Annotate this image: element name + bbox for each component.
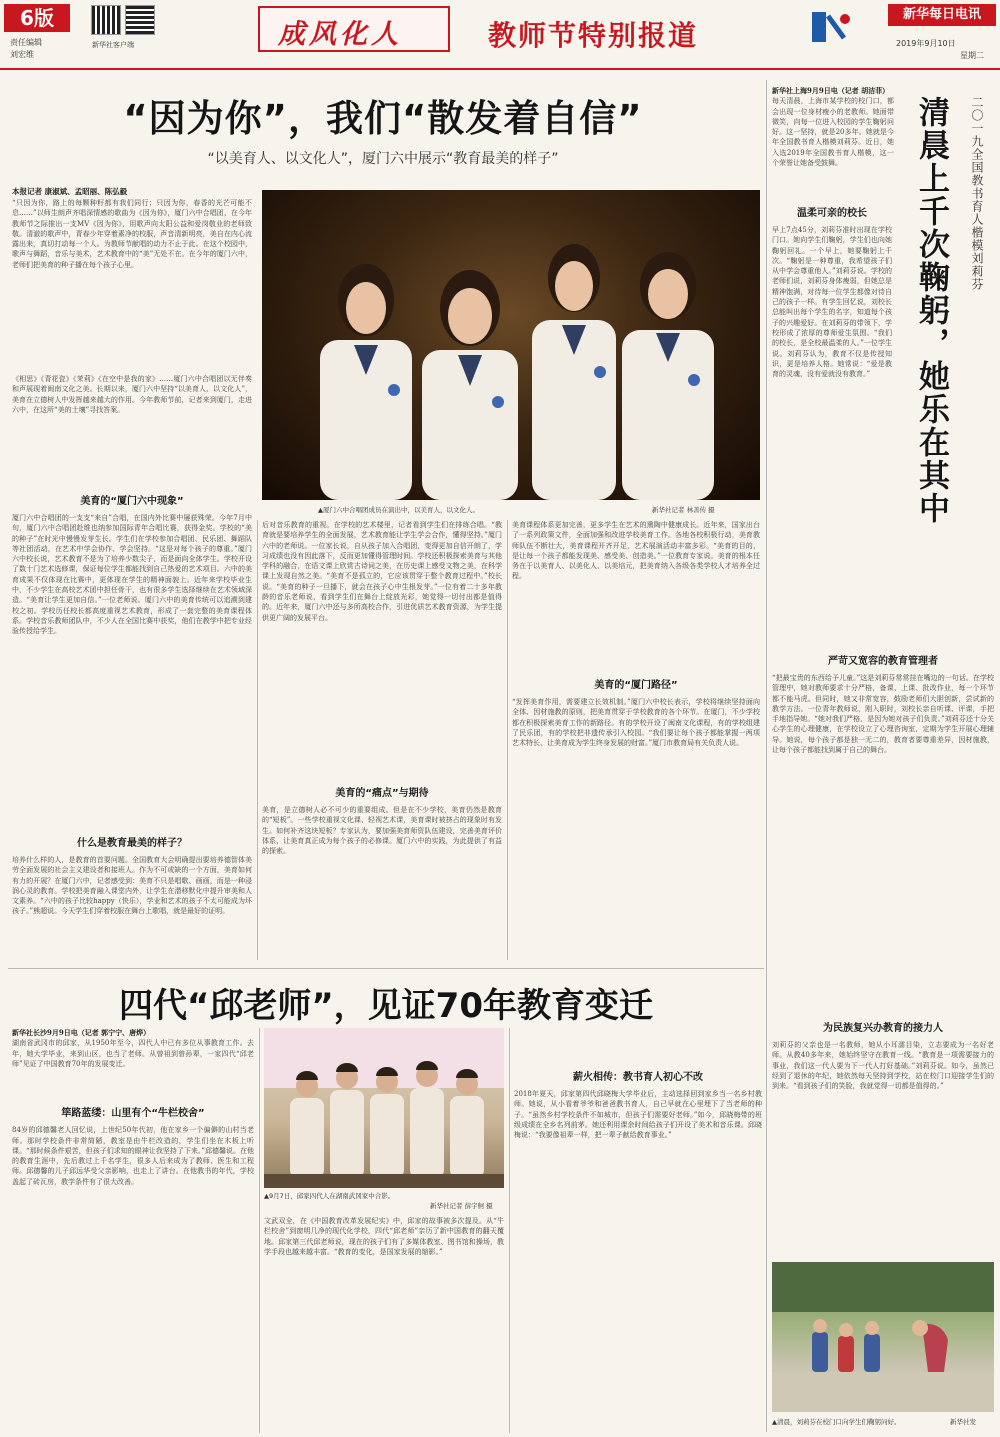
editor-label: 责任编辑 (10, 38, 42, 47)
article1-section3-body: 美育，是立德树人必不可少的重要组成。但是在不少学校，美育仍然是教育的“短板”。一些学校重视文化课、轻视艺术课，美育课时被挤占的现象时有发生。如何补齐这块短板？专家认为，要加强美育师资队伍建设，完善美育评价体系，让美育真正成为每个孩子的必修课。厦门六中的实践，为此提供了有益的探索。 (262, 806, 502, 856)
section-divider (8, 968, 764, 969)
article3-photo (772, 1262, 994, 1412)
article2-byline: 新华社长沙9月9日电（记者 郭宁宁、唐烨） (12, 1028, 151, 1037)
article2-photo-credit: 新华社记者 薛宇舸 摄 (430, 1202, 493, 1210)
column-rule (509, 1028, 510, 1433)
family-portrait-image (264, 1028, 504, 1188)
paper-name-box: 新华每日电讯 (888, 4, 996, 26)
article1-photo (262, 190, 760, 500)
article2-intro: 湖南省武冈市的邱家，从1950年至今，四代人中已有多位从事教育工作。去年，她大学毕业，来到山区，也当了老师。从曾祖到曾孙辈，一家四代“邱老师”见证了中国教育70年的发展变迁。 (12, 1039, 254, 1068)
article1-subtitle: “以美育人、以文化人”，厦门六中展示“教育最美的样子” (207, 151, 559, 167)
banner-title: 成风化人 (278, 19, 402, 50)
article1-intro: “只因为你，路上的每颗种籽都有我们同行；只因为你，春香的光芒可能不息……”以师生朗声齐唱深情感的歌曲为《因为你》，厦门六中合唱团，在今年教师节之际推出一支MV《因为你》，用歌声向太阳公益和爱岗敬业的老师致敬。清澈的歌声中，青春少年穿着素净的校服，声音清新明亮，美自在内心流露出来，真切打动每一个人。为教师节献唱的动力不止于此。在这个校园中，歌声与舞蹈，音乐与美术，艺术教育中的“美”无处不在。在今年的厦门六中，老师们把美育的种子播在每个孩子心里。 (12, 199, 252, 269)
qr-code-icon-2 (126, 6, 154, 34)
article3-subheading-1: 温柔可亲的校长 (797, 208, 867, 219)
article2-col2-body: 文武双全，在《中国教育改革发展纪实》中，邱家的故事被多次提及。从“牛栏校舍”到窗明几净的现代化学校，四代“邱老师”亲历了新中国教育的翻天覆地。邱家第三代邱老师说，现在的孩子们有了多媒体教室、图书馆和操场，教学手段也越来越丰富。“教育的变化，是国家发展的缩影。” (264, 1217, 504, 1256)
issue-date: 2019年9月10日 (896, 39, 956, 48)
article1-column-1 (12, 198, 252, 958)
qr-code-icon (92, 6, 120, 34)
weekday: 星期二 (960, 51, 984, 60)
column-rule (766, 80, 767, 1432)
article3-section1-body: 早上7点45分，刘莉芬准时出现在学校门口。她向学生们鞠躬，学生们也向她鞠躬回礼。一个早上，她要鞠躬上千次。“鞠躬是一种尊重，我希望孩子们从中学会尊重他人。”刘莉芬说。学校的老师们说，刘莉芬身体瘦弱，但她总是精神饱满，对待每一位学生都像对待自己的孩子一样。有学生回忆说，刘校长总能叫出每个学生的名字，知道每个孩子的兴趣爱好。在刘莉芬的带领下，学校形成了浓厚的尊师爱生氛围。“我们的校长，是全校最温柔的人。”一位学生说。刘莉芬认为，教育不仅是传授知识，更是培养人格。她常说：“爱是教育的灵魂，没有爱就没有教育。” (772, 226, 892, 379)
article1-subheading-3: 美育的“痛点”与期待 (335, 788, 429, 799)
section-title: 教师节特别报道 (488, 19, 699, 52)
article3-vertical-subtitle: 二〇一九全国教书育人楷模刘莉芬 (970, 96, 984, 291)
article2-column-2 (264, 1216, 504, 1433)
article1-column-2 (262, 520, 502, 960)
app-label: 新华社客户端 (92, 41, 134, 49)
article1-para: 《相思》《青花瓷》《茉莉》《在空中是我的家》……厦门六中合唱团以无伴奏和声展现着闽南文化之美。长期以来，厦门六中坚持“以美育人、以文化人”，美育在立德树人中发挥越来越大的作用。今年教师节前，记者来到厦门，走进六中，在这所“美的土壤”寻找答案。 (12, 375, 252, 414)
article3-intro: 每天清晨，上海市某学校的校门口，都会出现一位身材瘦小的老教师。她面带微笑，向每一位进入校园的学生鞠躬问好。这一坚持，就是20多年。她就是今年全国教书育人楷模刘莉芬。近日，她入选2019年全国教书育人楷模，这一个荣誉让她备受鼓舞。 (772, 97, 894, 168)
article1-col3-body: 美育课程体系更加完善，更多学生在艺术的熏陶中健康成长。近年来，国家出台了一系列政策文件，全面加强和改进学校美育工作。各地各校积极行动，美育教师队伍不断壮大，美育课程开齐开足，艺术展演活动丰富多彩。“美育的目的，是让每一个孩子都能发现美、感受美、创造美。”一位教育专家说。美育的根本任务在于以美育人、以美化人、以美培元，把美育纳入各级各类学校人才培养全过程。 (512, 521, 760, 581)
article2-subheading-1: 筚路蓝缕：山里有个“牛栏校舍” (61, 1108, 205, 1120)
article1-photo-credit: 新华社记者 林善传 摄 (652, 506, 715, 514)
column-rule (507, 520, 508, 960)
article3-subheading-3: 为民族复兴办教育的接力人 (823, 1023, 943, 1034)
article1-title: “因为你”，我们“散发着自信” (123, 97, 643, 140)
article3-column (772, 198, 892, 638)
article2-column-1 (12, 1028, 254, 1433)
article2-col3-body: 2018年夏天，邱家第四代邱晓梅大学毕业后，主动选择回到家乡当一名乡村教师。她说，从小看着爷爷和爸爸教书育人，自己早就在心里埋下了当老师的种子。“虽然乡村学校条件不如城市，但孩子们需要好老师。”如今，邱晓梅带的班级成绩在全乡名列前茅。她还利用课余时间给孩子们开设了美术和音乐课。邱晓梅说：“我要像祖辈一样，把一辈子献给教育事业。” (514, 1090, 762, 1140)
teacher-bowing-image (772, 1262, 994, 1412)
article1-subheading-1: 美育的“厦门六中现象” (80, 496, 184, 507)
page-number-badge: 6版 (4, 4, 70, 32)
editor-name: 刘宏维 (10, 50, 34, 59)
article2-column-3 (514, 1028, 762, 1433)
choir-students-image (262, 190, 760, 500)
article1-section2-body: 培养什么样的人，是教育的首要问题。全国教育大会明确提出要培养德智体美劳全面发展的社会主义建设者和接班人。作为不可或缺的一个方面，美育如何有力的开展？在厦门六中，记者感受到：美育不只是唱歌、画画，而是一种浸润心灵的教育。学校把美育融入课堂内外，让学生在潜移默化中提升审美和人文素养。“六中的孩子比较happy（快乐），学业和艺术的孩子不太可能成为坏孩子。”熊超说。今天学生们穿着校服在舞台上歌唱，就是最好的证明。 (12, 856, 252, 916)
header-rule (0, 68, 1000, 70)
article3-dateline: 新华社上海9月9日电（记者 胡洁菲） (772, 86, 890, 95)
column-rule (257, 520, 258, 960)
article3-photo-credit: 新华社发 (950, 1418, 976, 1426)
banner-box (258, 6, 450, 52)
article1-col2-body: 后对音乐教育的重视。在学校的艺术楼里，记者看到学生们在排练合唱。“教育就是要培养学生的全面发展，艺术教育能让学生学会合作，懂得坚持。”厦门六中的老师说。一位家长说，自从孩子加入合唱团，变得更加自信开朗了，学习成绩也没有因此落下，反而更加懂得管理时间。学校还积极探索美育与其他学科的融合，在语文课上欣赏古诗词之美，在历史课上感受文物之美，在科学课上发现自然之美。“美育不是孤立的，它应该贯穿于整个教育过程中。”校长说。“美育的种子一旦播下，就会在孩子心中生根发芽。”一位有着二十多年教龄的音乐老师说，看到学生们在舞台上绽放光彩，她觉得一切付出都是值得的。近年来，厦门六中还与多所高校合作，引进优质艺术教育资源，为学生提供更广阔的发展平台。 (262, 521, 502, 622)
article2-section1-body: 84岁的邱德馨老人回忆说，上世纪50年代初，他在家乡一个偏僻的山村当老师。那时学校条件非常简陋，教室是由牛栏改造的，学生们坐在木板上听课。“那时候条件艰苦，但孩子们求知的眼神让我坚持了下来。”邱德馨说。在他的教育生涯中，先后教过上千名学生，很多人后来成为了教师、医生和工程师。邱德馨的儿子邱远华受父亲影响，也走上了讲台。在他教书的年代，学校盖起了砖瓦房，教学条件有了很大改善。 (12, 1126, 254, 1186)
article3-photo-caption: ▲清晨，刘莉芬在校门口向学生们鞠躬问好。 (772, 1418, 901, 1426)
article1-column-3 (512, 520, 760, 960)
xinhua-logo-icon (812, 10, 852, 46)
article1-col3-body-2: “发挥美育作用，需要建立长效机制。”厦门六中校长表示，学校将继续坚持面向全体、因材施教的原则，把美育贯穿于学校教育的各个环节。在厦门，不少学校都在积极探索美育工作的新路径。有的学校开设了闽南文化课程，有的学校组建了民乐团，有的学校把非遗传承引入校园。“我们要让每个孩子都能掌握一两项艺术特长，让美育成为学生终身发展的财富。”厦门市教育局有关负责人说。 (512, 698, 760, 748)
article1-section1-body: 厦门六中合唱团的一支支“来自”合唱，在国内外比赛中屡获殊荣。今年7月中旬，厦门六中合唱团赴维也纳参加国际青年合唱比赛，获得金奖。学校的“美的种子”在时光中慢慢发芽生长。学生们在学校参加合唱团、民乐团、舞蹈队等社团活动，在艺术中学会协作、学会坚持。“这是对每个孩子的尊重。”厦门六中校长说，艺术教育不是为了培养少数尖子，而是面向全体学生。学校开设了数十门艺术选修课，保证每位学生都能找到自己热爱的艺术项目。六中的美育成果不仅体现在比赛中，更体现在学生的精神面貌上。近年来学校毕业生中，不少学生在高校艺术团中担任骨干，也有很多学生选择继续在艺术领域深造。“美育让学生更加自信。”一位老师说。厦门六中的美育传统可以追溯到建校之初。学校历任校长都高度重视艺术教育，形成了一套完整的美育课程体系。学校音乐教师团队中，不少人在全国比赛中获奖，他们在教学中把专业经验传授给学生。 (12, 514, 252, 636)
article2-subheading-2: 薪火相传：教书育人初心不改 (573, 1072, 703, 1083)
article1-subheading-2: 什么是教育最美的样子？ (77, 838, 187, 849)
article3-dateline-block (772, 86, 894, 194)
article3-section2-body: “把最宝贵的东西给予儿童。”这是刘莉芬常常挂在嘴边的一句话。在学校管理中，她对教师要求十分严格，备课、上课、批改作业，每一个环节都不能马虎。但同时，她又非常宽容，鼓励老师们大胆创新，尝试新的教学方法。一位青年教师说，刚入职时，刘校长亲自听课、评课，手把手地指导她。“她对我们严格，是因为她对孩子们负责。”刘莉芬还十分关心学生的心理健康，在学校设立了心理咨询室，定期为学生开展心理辅导。她说，每个孩子都是独一无二的，教育者要尊重差异，因材施教，让每个孩子都能找到属于自己的舞台。 (772, 674, 994, 755)
article3-subheading-2: 严苛又宽容的教育管理者 (828, 656, 938, 667)
article1-photo-caption: ▲厦门六中合唱团成员在演出中，以美育人，以文化人。 (318, 506, 479, 514)
article1-byline: 本报记者 康淑斌、孟昭丽、陈弘毅 (12, 187, 128, 196)
article2-photo (264, 1028, 504, 1188)
article3-section3-body: 刘莉芬的父亲也是一名教师，她从小耳濡目染，立志要成为一名好老师。从教40多年来，她始终坚守在教育一线。“教育是一项需要接力的事业，我们这一代人要为下一代人打好基础。”刘莉芬说。如今，虽然已经到了退休的年纪，她依然每天坚持到学校，站在校门口迎接学生们的到来。“看到孩子们的笑脸，我就觉得一切都是值得的。” (772, 1041, 994, 1091)
article2-photo-caption: ▲9月7日，邱家四代人在湖南武冈家中合影。 (264, 1192, 395, 1200)
article3-title: 清晨上千次鞠躬，她乐在其中 (913, 96, 949, 525)
column-rule (259, 1028, 260, 1433)
article2-title: 四代“邱老师”，见证70年教育变迁 (118, 986, 653, 1026)
article1-subheading-4: 美育的“厦门路径” (594, 680, 678, 691)
header-bar (0, 0, 1000, 68)
